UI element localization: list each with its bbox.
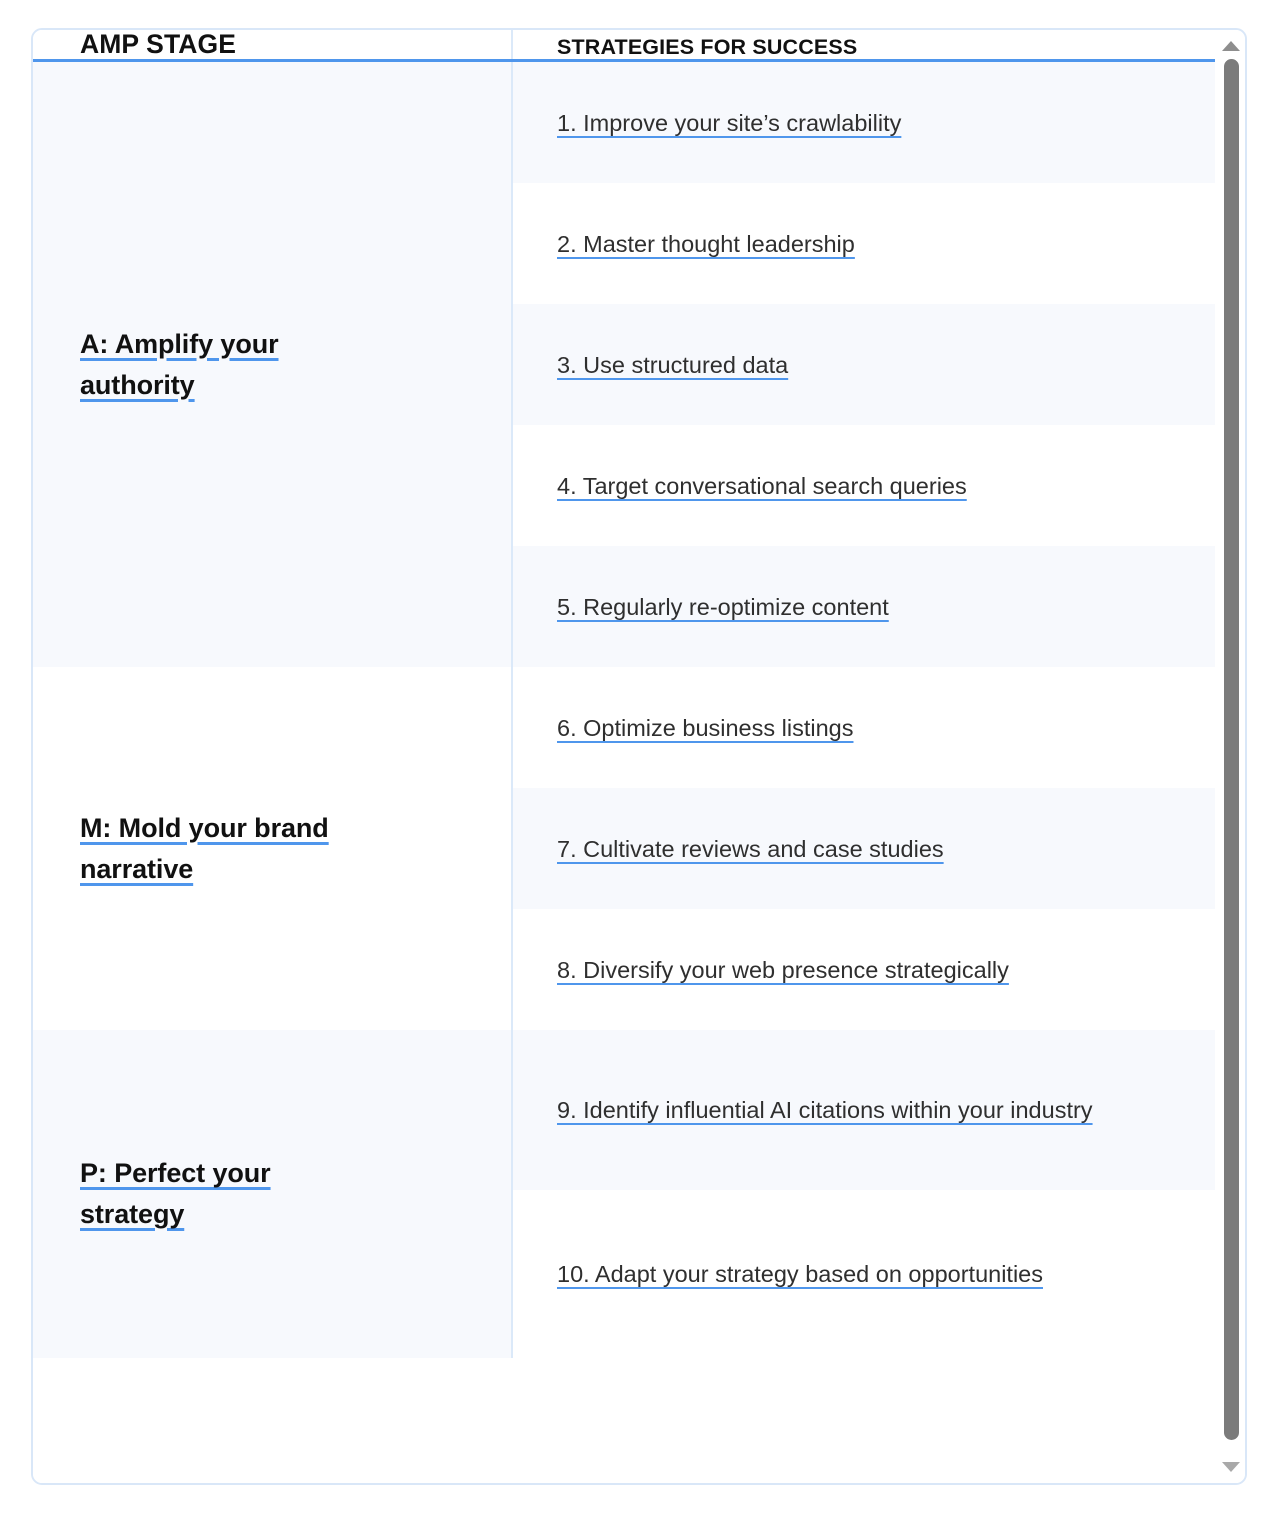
stage-cell-m xyxy=(33,667,512,1030)
vertical-scrollbar[interactable] xyxy=(1215,30,1245,1483)
stage-label-m xyxy=(33,808,511,890)
stage-cell-a xyxy=(33,61,512,668)
strategy-cell-5 xyxy=(512,546,1215,667)
strategy-cell-8 xyxy=(512,909,1215,1030)
strategy-link-wrap-6 xyxy=(513,709,1215,747)
strategy-link-6[interactable]: 6. Optimize business listings xyxy=(557,714,854,741)
header-cell-amp-stage xyxy=(33,30,512,61)
strategy-cell-4 xyxy=(512,425,1215,546)
table-scroll-viewport[interactable] xyxy=(33,30,1215,1483)
stage-label-m-line2: narrative xyxy=(80,853,194,884)
strategy-link-7[interactable]: 7. Cultivate reviews and case studies xyxy=(557,835,944,862)
strategy-cell-3 xyxy=(512,304,1215,425)
strategy-link-wrap-5 xyxy=(513,588,1215,626)
strategy-cell-2 xyxy=(512,183,1215,304)
strategy-link-8[interactable]: 8. Diversify your web presence strategically xyxy=(557,956,1009,983)
stage-label-a-line2: authority xyxy=(80,369,195,400)
header-label-strategies: STRATEGIES FOR SUCCESS xyxy=(557,34,858,59)
strategy-link-10[interactable]: 10. Adapt your strategy based on opportunities xyxy=(557,1261,1043,1288)
scroll-down-arrow-icon[interactable] xyxy=(1216,1454,1246,1480)
table-row xyxy=(33,1030,1215,1190)
triangle-up-icon xyxy=(1222,41,1240,51)
header-label-amp-stage: AMP STAGE xyxy=(80,30,236,59)
strategy-cell-9 xyxy=(512,1030,1215,1190)
strategy-link-5[interactable]: 5. Regularly re-optimize content xyxy=(557,593,889,620)
scroll-up-arrow-icon[interactable] xyxy=(1216,33,1246,59)
strategy-cell-6 xyxy=(512,667,1215,788)
strategy-link-3[interactable]: 3. Use structured data xyxy=(557,351,789,378)
table-body xyxy=(33,61,1215,1359)
scrollbar-thumb[interactable] xyxy=(1224,59,1239,1440)
stage-cell-p xyxy=(33,1030,512,1358)
table-row xyxy=(33,667,1215,788)
strategy-link-2[interactable]: 2. Master thought leadership xyxy=(557,230,855,257)
strategy-link-wrap-10 xyxy=(513,1255,1215,1293)
strategy-link-4[interactable]: 4. Target conversational search queries xyxy=(557,472,967,499)
strategy-link-wrap-1 xyxy=(513,104,1215,142)
stage-label-p-line1: P: Perfect your xyxy=(80,1158,271,1189)
scrollbar-track[interactable] xyxy=(1224,59,1239,1454)
strategy-link-wrap-8 xyxy=(513,951,1215,989)
table-header xyxy=(33,30,1215,61)
triangle-down-icon xyxy=(1222,1462,1240,1472)
stage-label-p-line2: strategy xyxy=(80,1199,185,1230)
strategy-link-wrap-7 xyxy=(513,830,1215,868)
header-row xyxy=(33,30,1215,61)
stage-label-a-line1: A: Amplify your xyxy=(80,328,279,359)
header-cell-strategies xyxy=(512,30,1215,61)
strategy-link-wrap-9 xyxy=(513,1091,1215,1129)
stage-label-p xyxy=(33,1153,511,1235)
strategy-link-wrap-2 xyxy=(513,225,1215,263)
strategy-cell-7 xyxy=(512,788,1215,909)
stage-label-m-line1: M: Mold your brand xyxy=(80,812,329,843)
strategy-link-wrap-4 xyxy=(513,467,1215,505)
amp-strategy-table xyxy=(33,30,1215,1358)
amp-strategy-table-container xyxy=(31,28,1247,1485)
strategy-link-wrap-3 xyxy=(513,346,1215,384)
stage-label-a xyxy=(33,324,511,406)
strategy-link-9[interactable]: 9. Identify influential AI citations within your industry xyxy=(557,1097,1093,1124)
strategy-cell-10 xyxy=(512,1190,1215,1358)
strategy-link-1[interactable]: 1. Improve your site’s crawlability xyxy=(557,109,902,136)
